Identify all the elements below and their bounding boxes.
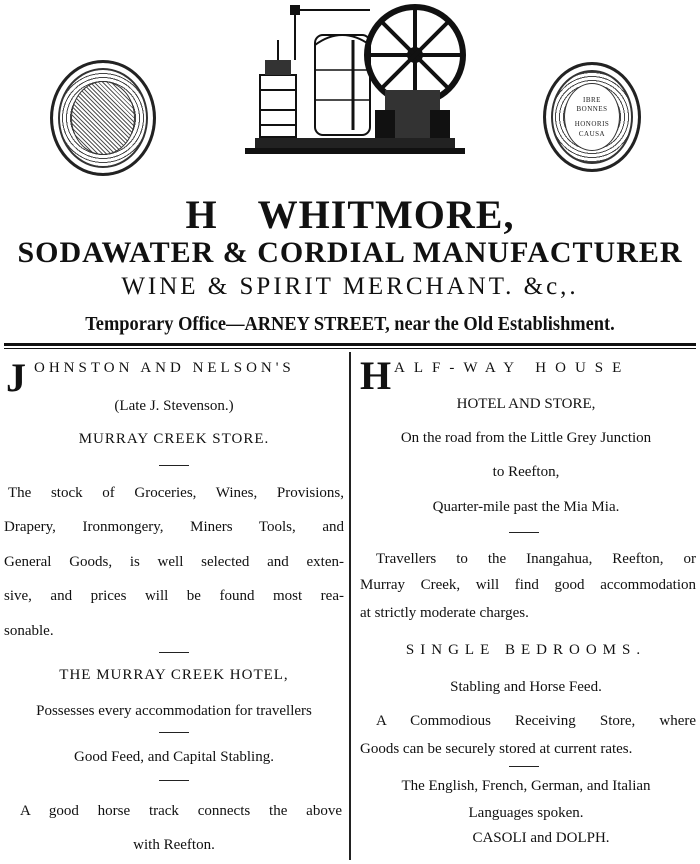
medal-right-text-1: IBRE <box>583 96 601 104</box>
right-road-line-2: to Reefton, <box>492 464 560 480</box>
right-travellers-line-3: at strictly moderate charges. <box>360 605 529 621</box>
left-store: MURRAY CREEK STORE. <box>78 431 270 447</box>
medal-left-relief <box>71 81 135 155</box>
right-receiving-line-2: Goods can be securely stored at current rates. <box>360 741 633 757</box>
left-late: (Late J. Stevenson.) <box>114 398 234 414</box>
right-dropcap: H <box>360 353 392 398</box>
business-name <box>0 193 700 237</box>
right-proprietors: CASOLI and DOLPH. <box>472 830 610 846</box>
left-stock-line-3: General Goods, is well selected and exten- <box>4 554 344 570</box>
left-stock-line-4: sive, and prices will be found most rea- <box>4 588 344 604</box>
left-dash-3 <box>159 732 189 733</box>
right-road-line-1: On the road from the Little Grey Junction <box>400 430 652 446</box>
left-dash-2 <box>159 652 189 653</box>
sodawater-machine-illustration <box>235 0 470 165</box>
right-languages-line-2: Languages spoken. <box>468 805 584 821</box>
right-quarter: Quarter-mile past the Mia Mia. <box>432 499 620 515</box>
medal-right-face <box>564 83 620 151</box>
business-name-surname: WHITMORE, <box>257 192 515 237</box>
right-travellers-line-1: Travellers to the Inangahua, Reefton, or <box>376 551 696 567</box>
business-merchant: WINE & SPIRIT MERCHANT. &c,. <box>121 273 579 300</box>
left-dash-1 <box>159 465 189 466</box>
medal-right-text-4: CAUSA <box>578 130 606 138</box>
left-dash-4 <box>159 780 189 781</box>
medal-right-illustration <box>543 62 641 172</box>
left-hotel: THE MURRAY CREEK HOTEL, <box>59 667 289 683</box>
left-feed: Good Feed, and Capital Stabling. <box>74 749 274 765</box>
column-divider <box>349 352 351 860</box>
left-possesses: Possesses every accommodation for travellers <box>36 703 312 719</box>
left-track-line-2: with Reefton. <box>133 837 215 853</box>
left-stock-line-2: Drapery, Ironmongery, Miners Tools, and <box>4 519 344 535</box>
right-heading: ALF-WAY HOUSE <box>394 360 631 376</box>
right-travellers-line-2: Murray Creek, will find good accommodation <box>360 577 696 593</box>
business-trade: SODAWATER & CORDIAL MANUFACTURER <box>17 236 683 269</box>
business-name-initial: H <box>185 192 218 237</box>
left-heading: OHNSTON AND NELSON'S <box>34 360 295 376</box>
header-rule-thin <box>4 348 696 349</box>
left-stock-line-1: The stock of Groceries, Wines, Provisions, <box>8 485 344 501</box>
medal-left-illustration <box>50 60 156 176</box>
left-stock-line-5: sonable. <box>4 623 54 639</box>
office-address: Temporary Office—ARNEY STREET, near the Old Establishment. <box>85 313 615 335</box>
header-rule-thick <box>4 343 696 346</box>
right-hotel-store: HOTEL AND STORE, <box>456 396 596 412</box>
medal-right-text-2: BONNES <box>576 105 608 113</box>
left-dropcap: J <box>6 355 26 400</box>
right-dash-2 <box>509 766 539 767</box>
right-bedrooms: SINGLE BEDROOMS. <box>405 642 647 658</box>
medal-right-text-3: HONORIS <box>574 120 610 128</box>
right-receiving-line-1: A Commodious Receiving Store, where <box>376 713 696 729</box>
right-languages-line-1: The English, French, German, and Italian <box>401 778 651 794</box>
left-track-line-1: A good horse track connects the above <box>20 803 342 819</box>
right-dash-1 <box>509 532 539 533</box>
right-stabling: Stabling and Horse Feed. <box>450 679 602 695</box>
